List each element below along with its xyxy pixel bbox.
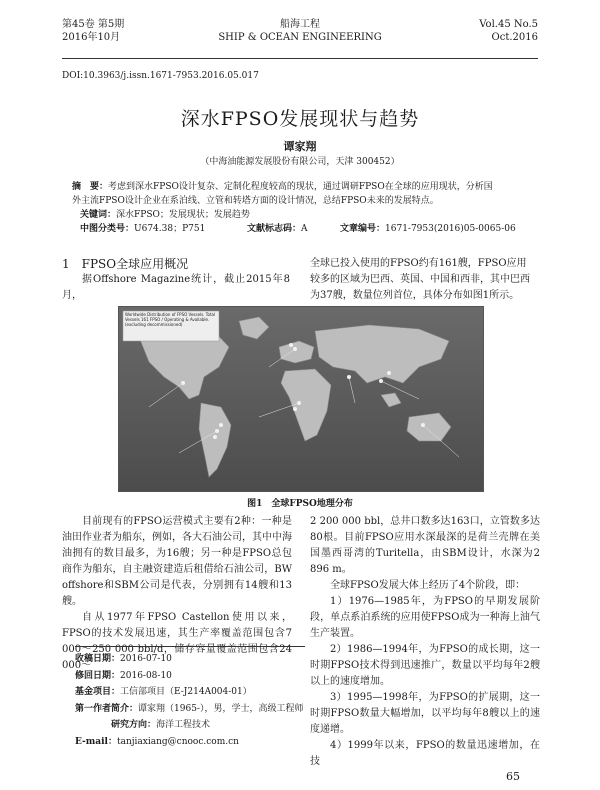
footnote-rule [75,646,305,647]
abstract-line-2 [72,194,528,208]
figure-caption: 图1 全球FPSO地理分布 [247,499,353,509]
map-inset-legend: Worldwide Distribution of FPSO Vessels. Total Vessels 161 FPSO / Operating & Available. (excluding decommissioned) [125,312,216,327]
keywords-line [72,208,528,222]
clc-group [80,222,205,236]
keywords-label: 关键词： [80,210,117,220]
section-1-heading: 1 FPSO全球应用概况 [62,257,189,271]
footnotes [75,646,305,750]
doc-code-group [247,222,308,236]
journal-name-en: SHIP & OCEAN ENGINEERING [218,32,382,43]
section-1-intro-right-3: 为37艘，数量位列首位，具体分布如图1所示。 [310,290,520,301]
date-cn: 2016年10月 [62,32,121,43]
research-label: 研究方向： [111,720,157,730]
right-paragraph-5: 3）1995—1998年，为FPSO的扩展期，这一时期FPSO数量大幅增加，以平均每年8艘以上的速度递增。 [310,692,540,735]
right-column-body [310,514,540,770]
volume-issue-en: Vol.45 No.5 [479,19,538,30]
abstract-label: 摘 要： [72,182,109,192]
author-bio-label: 第一作者简介： [75,703,139,714]
right-column-top [310,256,538,304]
fund-label: 基金项目： [75,687,121,697]
section-1-intro-right-2: 较多的区域为巴西、英国、中国和西非，其中巴西 [310,274,530,285]
article-no-label: 文章编号： [340,224,386,234]
classification-line [72,222,528,236]
date-en: Oct.2016 [491,32,538,43]
section-1-intro-right-1: 全球已投入使用的FPSO约有161艘，FPSO应用 [310,258,527,269]
received-value: 2016-07-10 [120,654,172,664]
author-bio-value: 谭家翔（1965-），男，学士，高级工程师 [138,703,304,714]
author-name: 谭家翔 [283,140,317,153]
volume-issue-cn: 第45卷 第5期 [62,19,125,30]
abstract-text-2: 外主流FPSO设计企业在系泊线、立管和转塔方面的设计情况，总结FPSO未来的发展特点。 [72,196,439,206]
fund-project [75,684,305,701]
affiliation: （中海油能源发展股份有限公司，天津 300452） [200,157,400,167]
abstract-block [72,180,528,236]
email-label: E-mail： [75,736,117,747]
right-paragraph-2: 全球FPSO发展大体上经历了4个阶段，即： [330,580,526,591]
received-label: 收稿日期： [75,654,121,664]
right-paragraph-6: 4）1999年以来，FPSO的数量迅速增加，在技 [310,740,540,767]
header-center [62,18,538,44]
right-paragraph-1: 2 200 000 bbl，总井口数多达163口，立管数多达80根。目前FPSO应用水深最深的是荷兰壳牌在美国墨西哥湾的Turitella，由SBM设计，水深为2 896 m。 [310,516,540,575]
right-paragraph-3: 1）1976—1985年，为FPSO的早期发展阶段，单点系泊系统的应用使FPSO成为一种海上油气生产装置。 [310,596,540,639]
revised-label: 修回日期： [75,670,121,681]
header-rule [62,58,538,59]
right-paragraph-4: 2）1986—1994年，为FPSO的成长期，这一时期FPSO技术得到迅速推广，数量以平均每年2艘以上的速度增加。 [310,644,540,687]
keywords: 深水FPSO；发展现状；发展趋势 [116,210,250,220]
first-author-bio [75,701,305,718]
research-field [75,717,305,734]
world-map-image [119,307,483,491]
email-link[interactable]: tanjiaxiang@cnooc.com.cn [116,736,239,747]
left-paragraph-1: 目前现有的FPSO运营模式主要有2种：一种是油田作业者为船东，例如，各大石油公司，其中中海油拥有的数目最多，为16艘；另一种是FPSO总包商作为船东，自主融资建造后租借给石油公司，BW offshore和SBM公司是代表，分别拥有14艘和13艘。 [62,516,292,607]
world-map-figure [118,306,484,492]
article-no: 1671-7953(2016)05-0065-06 [385,224,516,234]
email-line [75,734,305,751]
revised-date [75,668,305,685]
paper-title: 深水FPSO发展现状与趋势 [180,108,420,130]
received-date [75,651,305,668]
doc-code-label: 文献标志码： [247,224,302,234]
header-right [479,18,538,44]
left-column-top [62,256,290,304]
clc-label: 中图分类号： [80,224,135,234]
article-no-group [340,222,516,236]
fund-value: 工信部项目（E-J214A004-01） [120,687,252,697]
abstract-line-1 [72,180,528,194]
abstract-text-1: 考虑到深水FPSO设计复杂、定制化程度较高的现状，通过调研FPSO在全球的应用现状，分析国 [108,182,493,192]
section-1-intro-left: 据Offshore Magazine统计，截止2015年8月， [62,274,290,301]
running-header [62,18,538,58]
revised-value: 2016-08-10 [120,670,172,681]
page-number: 65 [506,770,520,783]
journal-name-cn: 船海工程 [280,19,320,30]
left-paragraph-2: 自从1977年FPSO Castellon使用以来，FPSO的技术发展迅速，其生产率覆盖范围包含7 000～250 000 bbl/d，储存容量覆盖范围包含24 000～ [62,612,292,671]
research-value: 海洋工程技术 [156,720,211,730]
doi: DOI:10.3963/j.issn.1671-7953.2016.05.017 [62,71,259,81]
clc-code: U674.38；P751 [134,224,206,234]
doc-code: A [301,224,308,234]
